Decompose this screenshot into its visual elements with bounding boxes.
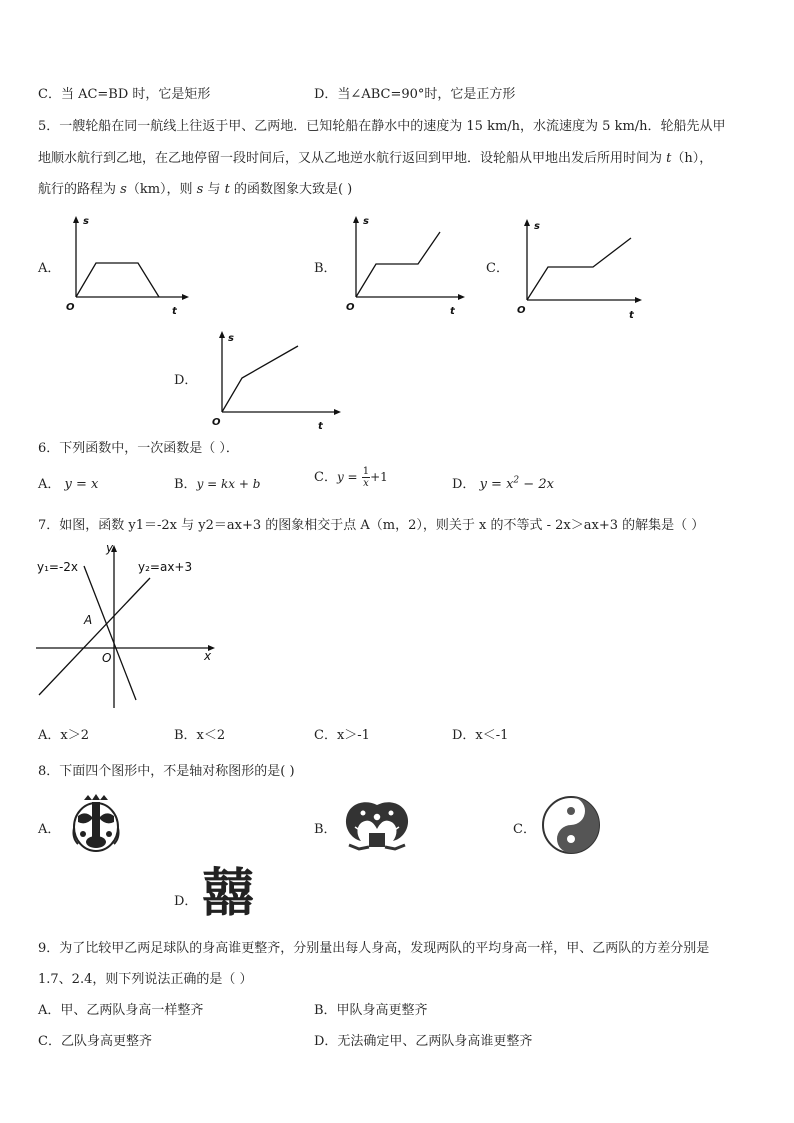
q8-label-b: B． [314, 822, 337, 837]
axis-label-s: s [228, 333, 234, 344]
q9-option-d: D．无法确定甲、乙两队身高谁更整齐 [314, 1034, 533, 1049]
q7-option-c: C．x＞-1 [314, 728, 370, 743]
q9-option-a: A．甲、乙两队身高一样整齐 [38, 1003, 204, 1018]
q6-stem: 6．下列函数中，一次函数是（ ）． [38, 441, 239, 456]
q5-graph-c [511, 218, 646, 323]
graph-line [356, 232, 440, 297]
q5-stem-line3: 航行的路程为 s（km），则 s 与 t 的函数图象大致是( ) [38, 182, 353, 197]
x-axis-arrow [458, 294, 465, 300]
q6-option-d: D． $y = x^2 - 2x$ [452, 475, 554, 492]
axis-label-s: s [83, 216, 89, 227]
yin-yang-icon [541, 795, 601, 855]
origin-label: O [346, 302, 355, 313]
axis-label-x: x [204, 649, 212, 663]
q6-option-a: A． y = x [38, 477, 99, 492]
axis-label-t: t [172, 306, 177, 317]
q5-stem-line2: 地顺水航行到乙地，在乙地停留一段时间后，又从乙地逆水航行返回到甲地．设轮船从甲地出发后所用时间为 t（h）， [38, 151, 713, 166]
graph-line [76, 263, 159, 297]
q5-graph-d [206, 330, 346, 435]
q7-option-a: A．x＞2 [38, 728, 89, 743]
x-axis-arrow [635, 297, 642, 303]
point-a-label: A [84, 613, 93, 627]
twin-dragon-icon [341, 797, 413, 853]
q5-label-c: C． [486, 261, 509, 276]
line-y2 [39, 578, 150, 695]
double-happiness-icon: 囍 [202, 864, 255, 924]
x-axis-arrow [334, 409, 341, 415]
q8-label-c: C． [513, 822, 536, 837]
q8-stem: 8．下面四个图形中，不是轴对称图形的是( ) [38, 764, 295, 779]
label-y1: y₁=-2x [37, 560, 79, 574]
q7-graph [32, 538, 232, 713]
graph-line [222, 346, 298, 412]
q5-label-b: B． [314, 261, 337, 276]
axis-label-t: t [318, 421, 323, 432]
axis-label-y: y [106, 541, 114, 555]
x-axis-arrow [182, 294, 189, 300]
q4-option-c: C．当 AC=BD 时，它是矩形 [38, 87, 211, 102]
y-axis-arrow [524, 219, 530, 226]
q5-stem-line1: 5．一艘轮船在同一航线上往返于甲、乙两地．已知轮船在静水中的速度为 15 km/h，水流速度为 5 km/h．轮船先从甲 [38, 119, 726, 134]
axis-label-s: s [534, 221, 540, 232]
q5-label-d: D． [174, 373, 198, 388]
axis-label-t: t [450, 306, 455, 317]
q9-stem-line2: 1.7、2.4，则下列说法正确的是（ ） [38, 972, 253, 987]
q5-graph-a [60, 215, 190, 320]
q6-option-c: C．y = $\frac{1}{x}$ +1 [314, 466, 388, 489]
q7-option-b: B．x＜2 [174, 728, 226, 743]
q7-option-d: D．x＜-1 [452, 728, 509, 743]
q6-option-b: B．y = kx + b [174, 477, 261, 492]
graph-line [527, 238, 631, 300]
fraction-1-over-x: $\frac{1}{x}$ [362, 466, 370, 489]
q5-graph-b [340, 215, 470, 320]
q9-stem-line1: 9．为了比较甲乙两足球队的身高谁更整齐，分别量出每人身高，发现两队的平均身高一样，甲、乙两队的方差分别是 [38, 941, 710, 956]
opera-mask-icon [66, 794, 126, 854]
y-axis-arrow [353, 216, 359, 223]
label-y2: y₂=ax+3 [138, 560, 193, 574]
axis-label-s: s [363, 216, 369, 227]
origin-label: O [102, 651, 112, 665]
q4-option-d: D．当∠ABC=90°时，它是正方形 [314, 87, 516, 102]
q8-label-d: D． [174, 894, 198, 909]
origin-label: O [212, 417, 221, 428]
q9-option-c: C．乙队身高更整齐 [38, 1034, 152, 1049]
q5-label-a: A． [38, 261, 61, 276]
q8-label-a: A． [38, 822, 61, 837]
q9-option-b: B．甲队身高更整齐 [314, 1003, 428, 1018]
origin-label: O [66, 302, 75, 313]
y-axis-arrow [73, 216, 79, 223]
q7-stem: 7．如图，函数 y1＝-2x 与 y2＝ax+3 的图象相交于点 A（m，2），则关于 x 的不等式 - 2x＞ax+3 的解集是（ ） [38, 518, 705, 533]
axis-label-t: t [629, 310, 634, 321]
origin-label: O [517, 305, 526, 316]
y-axis-arrow [219, 331, 225, 338]
line-y1 [84, 566, 136, 700]
